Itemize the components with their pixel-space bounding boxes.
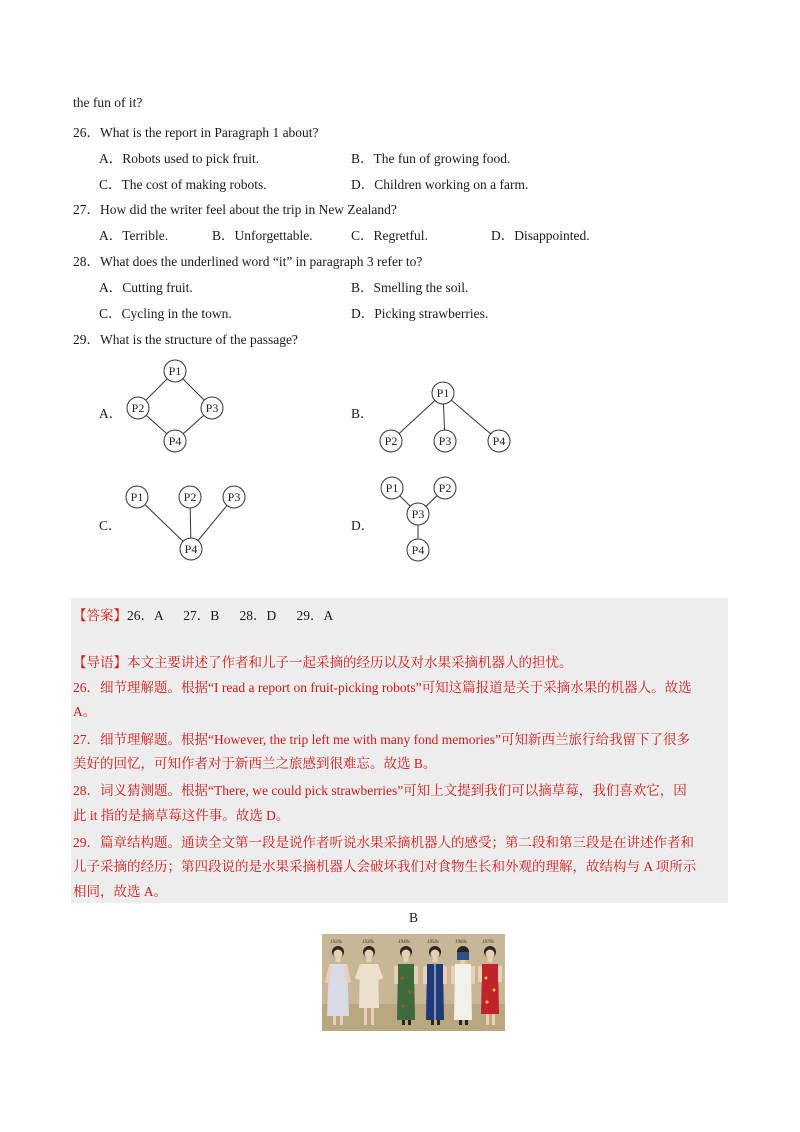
year-label-1: 1920s <box>330 940 342 945</box>
year-label-2: 1930s <box>362 940 374 945</box>
q27-option-c: C．Regretful. <box>351 228 428 243</box>
node-p1-label: P1 <box>436 386 450 400</box>
q26-option-c: C．The cost of making robots. <box>99 177 267 192</box>
structure-diagram-d <box>370 472 470 567</box>
q26-option-d: D．Children working on a farm. <box>351 177 529 192</box>
node-p2-label: P2 <box>384 434 398 448</box>
node-p3-label: P3 <box>438 434 452 448</box>
q26-option-a: A．Robots used to pick fruit. <box>99 151 260 166</box>
explanation-29-line2: 儿子采摘的经历；第四段说的是水果采摘机器人会破坏我们对食物生长和外观的理解，故结构与 A 项所示 <box>73 859 697 874</box>
structure-diagram-b <box>370 375 520 460</box>
year-label-3: 1940s <box>398 940 410 945</box>
node-p2-label: P2 <box>183 490 197 504</box>
q28-option-c: C．Cycling in the town. <box>99 306 232 321</box>
node-p4-label: P4 <box>184 542 198 556</box>
q29-option-a-label: A． <box>99 406 123 421</box>
q29-option-d-label: D． <box>351 518 375 533</box>
q27-option-d: D．Disappointed. <box>491 228 590 243</box>
q29-option-c-label: C． <box>99 518 122 533</box>
q26-option-b: B．The fun of growing food. <box>351 151 511 166</box>
year-label-6: 1970s <box>482 940 494 945</box>
node-p3-label: P3 <box>205 401 219 415</box>
node-p1-label: P1 <box>385 481 399 495</box>
guide-label: 【导语】 <box>73 655 127 670</box>
explanation-27-line2: 美好的回忆，可知作者对于新西兰之旅感到很难忘。故选 B。 <box>73 756 437 771</box>
qipao-figure <box>322 934 505 1031</box>
guide-text: 本文主要讲述了作者和儿子一起采摘的经历以及对水果采摘机器人的担忧。 <box>127 655 573 670</box>
node-p4-label: P4 <box>492 434 506 448</box>
answer-label: 【答案】 <box>73 608 127 623</box>
node-p3-label: P3 <box>411 507 425 521</box>
q29-stem: 29．What is the structure of the passage? <box>73 332 298 347</box>
year-label-4: 1950s <box>427 940 439 945</box>
explanation-29-line3: 相同，故选 A。 <box>73 884 168 899</box>
node-p3-label: P3 <box>227 490 241 504</box>
guide-line <box>73 652 573 674</box>
node-p4-label: P4 <box>168 434 182 448</box>
q27-option-b: B．Unforgettable. <box>212 228 313 243</box>
explanation-28-line2: 此 it 指的是摘草莓这件事。故选 D。 <box>73 808 290 823</box>
year-label-5: 1960s <box>455 940 467 945</box>
explanation-26-line1: 26．细节理解题。根据“I read a report on fruit-picking robots”可知这篇报道是关于采摘水果的机器人。故选 <box>73 680 692 695</box>
top-fragment: the fun of it? <box>73 95 143 110</box>
structure-diagram-a <box>118 355 233 460</box>
node-p4-label: P4 <box>411 543 425 557</box>
answer-line <box>73 604 333 624</box>
explanation-27-line1: 27．细节理解题。根据“However, the trip left me with many fond memories”可知新西兰旅行给我留下了很多 <box>73 732 690 747</box>
node-p2-label: P2 <box>131 401 145 415</box>
node-p2-label: P2 <box>438 481 452 495</box>
q27-stem: 27．How did the writer feel about the trip in New Zealand? <box>73 202 397 217</box>
explanation-26-line2: A。 <box>73 704 97 719</box>
q28-stem: 28．What does the underlined word “it” in paragraph 3 refer to? <box>73 254 423 269</box>
q29-option-b-label: B． <box>351 406 374 421</box>
answer-values: 26．A 27．B 28．D 29．A <box>127 608 334 623</box>
q28-option-b: B．Smelling the soil. <box>351 280 469 295</box>
q28-option-a: A．Cutting fruit. <box>99 280 193 295</box>
q26-stem: 26．What is the report in Paragraph 1 about? <box>73 125 319 140</box>
explanation-28-line1: 28．词义猜测题。根据“There, we could pick strawberries”可知上文提到我们可以摘草莓，我们喜欢它，因 <box>73 783 687 798</box>
node-p1-label: P1 <box>130 490 144 504</box>
explanation-29-line1: 29．篇章结构题。通读全文第一段是说作者听说水果采摘机器人的感受；第二段和第三段是在讲述作者和 <box>73 835 694 850</box>
section-label: B <box>409 910 419 925</box>
q27-option-a: A．Terrible. <box>99 228 169 243</box>
structure-diagram-c <box>118 480 258 570</box>
q28-option-d: D．Picking strawberries. <box>351 306 489 321</box>
node-p1-label: P1 <box>168 364 182 378</box>
